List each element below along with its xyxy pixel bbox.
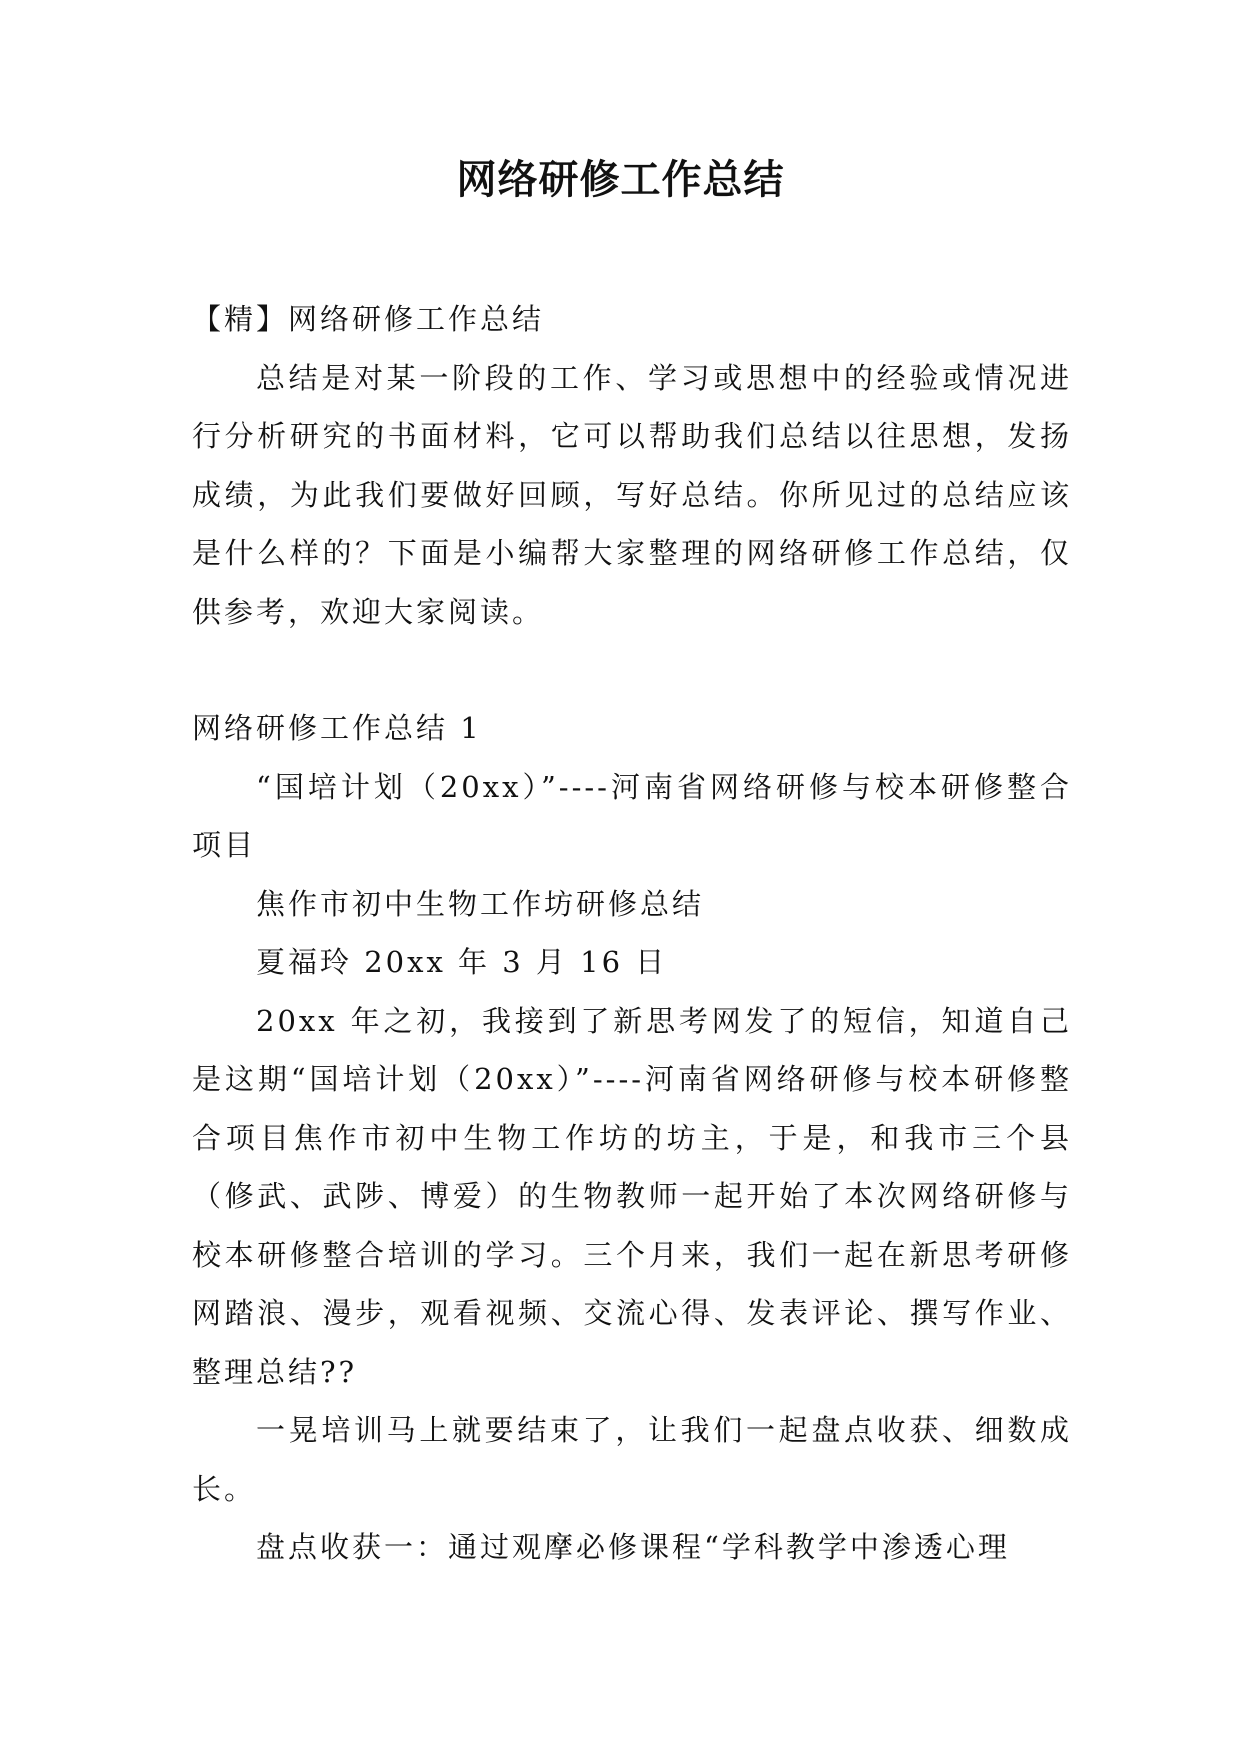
project-title: “国培计划（20xx）”----河南省网络研修与校本研修整合项目 <box>192 769 1072 862</box>
body-paragraph: 20xx 年之初，我接到了新思考网发了的短信，知道自己是这期“国培计划（20xx）”----河南省网络研修与校本研修整合项目焦作市初中生物工作坊的坊主，于是，和我市三个县（修武、武陟、博爱）的生物教师一起开始了本次网络研修与校本研修整合培训的学习。三个月来，我们一起在新思考研修网踏浪、漫步，观看视频、交流心得、发表评论、撰写作业、整理总结?? <box>192 1003 1072 1389</box>
workshop-title: 焦作市初中生物工作坊研修总结 <box>256 886 705 921</box>
document-body <box>192 290 1072 1577</box>
subtitle-line: 【精】网络研修工作总结 <box>192 302 545 336</box>
intro-paragraph: 总结是对某一阶段的工作、学习或思想中的经验或情况进行分析研究的书面材料，它可以帮助我们总结以往思想，发扬成绩，为此我们要做好回顾，写好总结。你所见过的总结应该是什么样的？下面是小编帮大家整理的网络研修工作总结，仅供参考，欢迎大家阅读。 <box>192 360 1072 629</box>
body-paragraph: 一晃培训马上就要结束了，让我们一起盘点收获、细数成长。 <box>192 1413 1072 1506</box>
section-heading: 网络研修工作总结 1 <box>192 711 482 745</box>
document-title: 网络研修工作总结 <box>456 156 785 203</box>
body-paragraph: 盘点收获一：通过观摩必修课程“学科教学中渗透心理 <box>256 1530 1010 1564</box>
paragraph-gap <box>192 641 1072 699</box>
author-date: 夏福玲 20xx 年 3 月 16 日 <box>256 945 668 979</box>
